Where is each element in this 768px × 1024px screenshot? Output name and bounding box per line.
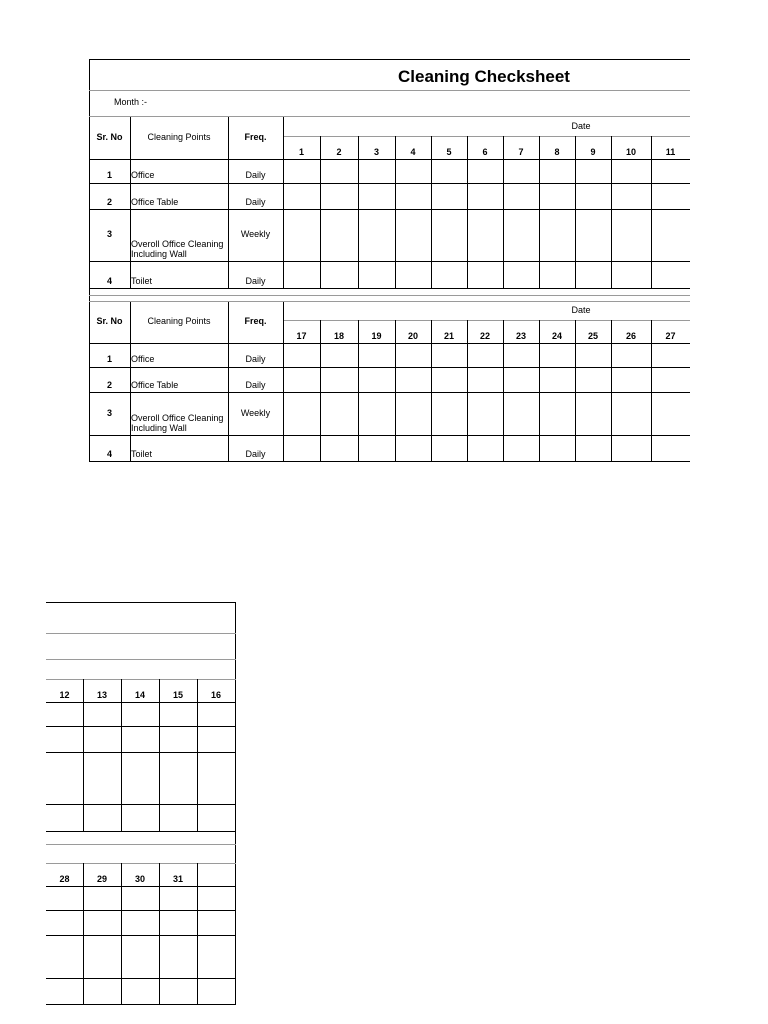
date-cell: 21: [443, 331, 454, 341]
row-freq: Daily: [245, 170, 266, 180]
date-cell: 2: [336, 147, 342, 157]
row-freq: Weekly: [240, 408, 271, 418]
row-sr: 4: [106, 449, 112, 459]
row-point: Overoll Office Cleaning: [131, 413, 224, 423]
row-point: Office: [131, 354, 155, 364]
row-sr: 2: [106, 197, 112, 207]
date-cell: 31: [172, 874, 183, 884]
date-cell: 7: [518, 147, 524, 157]
row-freq: Daily: [245, 197, 266, 207]
header-cleaning-points: Cleaning Points: [147, 132, 211, 142]
date-cell: 15: [172, 690, 183, 700]
date-cell: 25: [587, 331, 598, 341]
header-freq: Freq.: [244, 132, 267, 142]
header-sr-no: Sr. No: [96, 132, 123, 142]
date-cell: 22: [479, 331, 490, 341]
date-cell: 12: [59, 690, 70, 700]
header-date: Date: [571, 305, 591, 315]
date-cell: 11: [665, 147, 676, 157]
row-sr: 1: [106, 170, 112, 180]
date-cell: 19: [371, 331, 382, 341]
row-freq: Daily: [245, 380, 266, 390]
date-cell: 10: [625, 147, 636, 157]
row-point: Office Table: [131, 197, 179, 207]
header-sr-no: Sr. No: [96, 316, 123, 326]
row-sr: 4: [106, 276, 112, 286]
row-sr: 2: [106, 380, 112, 390]
date-cell: 24: [551, 331, 562, 341]
date-cell: 27: [665, 331, 676, 341]
row-point: Toilet: [131, 276, 153, 286]
date-cell: 13: [96, 690, 107, 700]
date-cell: 26: [625, 331, 636, 341]
row-freq: Daily: [245, 354, 266, 364]
date-cell: 4: [410, 147, 416, 157]
row-freq: Daily: [245, 276, 266, 286]
date-cell: 29: [96, 874, 107, 884]
date-cell: 20: [407, 331, 418, 341]
row-sr: 3: [106, 408, 112, 418]
date-cell: 16: [210, 690, 221, 700]
row-point: Toilet: [131, 449, 153, 459]
date-cell: 18: [333, 331, 344, 341]
date-cell: 9: [590, 147, 596, 157]
page-title: Cleaning Checksheet: [398, 67, 570, 86]
date-cell: 17: [296, 331, 307, 341]
date-cell: 1: [298, 147, 304, 157]
date-cell: 23: [515, 331, 526, 341]
border-bottom: [89, 461, 690, 462]
row-point: Including Wall: [131, 249, 187, 259]
date-cell: 28: [59, 874, 70, 884]
row-freq: Weekly: [240, 229, 271, 239]
row-point: Office Table: [131, 380, 179, 390]
checksheet-page-2: [46, 602, 236, 1005]
header-freq: Freq.: [244, 316, 267, 326]
month-label: Month :-: [114, 97, 148, 107]
checksheet-page-1: [89, 59, 690, 462]
row-freq: Daily: [245, 449, 266, 459]
border-top: [89, 59, 690, 60]
date-cell: 5: [446, 147, 452, 157]
row-sr: 1: [106, 354, 112, 364]
header-cleaning-points: Cleaning Points: [147, 316, 211, 326]
header-date: Date: [571, 121, 591, 131]
date-cell: 6: [482, 147, 488, 157]
row-point: Overoll Office Cleaning: [131, 239, 224, 249]
row-point: Office: [131, 170, 155, 180]
date-cell: 14: [134, 690, 145, 700]
date-cell: 3: [373, 147, 379, 157]
date-cell: 8: [554, 147, 560, 157]
date-cell: 30: [134, 874, 145, 884]
row-point: Including Wall: [131, 423, 187, 433]
row-sr: 3: [106, 229, 112, 239]
